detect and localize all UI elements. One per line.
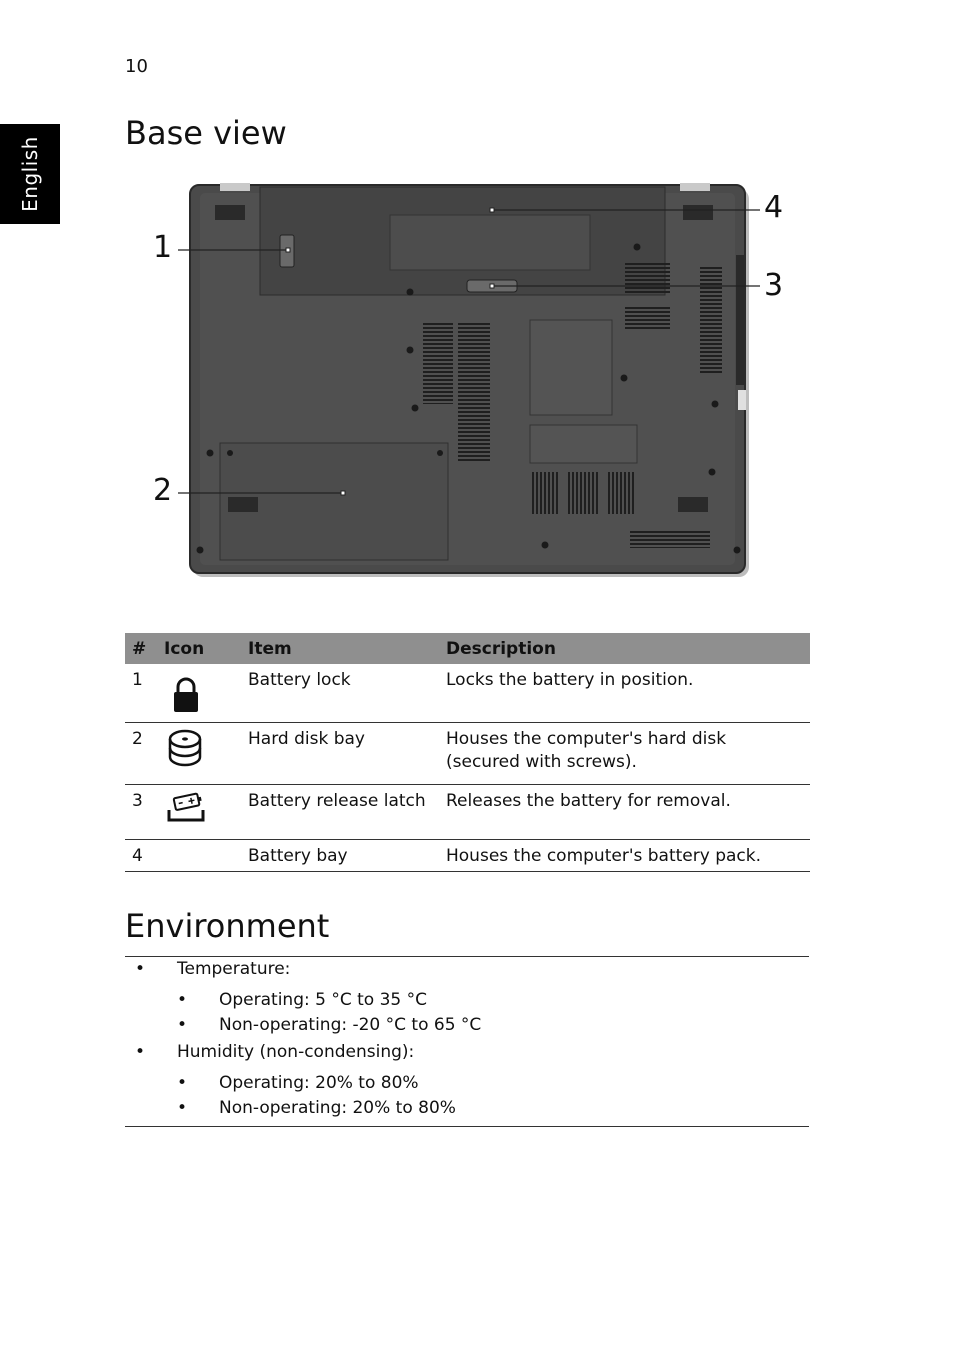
bullet-dot: • bbox=[177, 1073, 188, 1093]
row-icon-cell bbox=[157, 723, 241, 785]
row-item: Battery lock bbox=[241, 664, 439, 723]
row-icon-cell bbox=[157, 664, 241, 723]
humidity-non-operating: Non-operating: 20% to 80% bbox=[219, 1098, 456, 1118]
row-num: 3 bbox=[125, 785, 157, 840]
table-row bbox=[125, 723, 810, 785]
header-num: # bbox=[125, 633, 157, 664]
header-description: Description bbox=[439, 633, 810, 664]
bullet-dot: • bbox=[177, 990, 188, 1010]
bullet-dot: • bbox=[135, 1042, 146, 1062]
humidity-operating: Operating: 20% to 80% bbox=[219, 1073, 419, 1093]
humidity-label: Humidity (non-condensing): bbox=[177, 1042, 415, 1062]
table-row bbox=[125, 840, 810, 872]
callout-4: 4 bbox=[764, 190, 784, 225]
language-tab-label: English bbox=[18, 136, 42, 212]
laptop-base-illustration bbox=[140, 175, 820, 590]
parts-table bbox=[125, 633, 810, 872]
row-description: Houses the computer's battery pack. bbox=[439, 840, 810, 872]
header-item: Item bbox=[241, 633, 439, 664]
bullet-dot: • bbox=[135, 959, 146, 979]
page-number: 10 bbox=[125, 56, 148, 77]
table-row bbox=[125, 664, 810, 723]
table-row bbox=[125, 785, 810, 840]
environment-list bbox=[125, 956, 809, 1127]
padlock-icon bbox=[169, 675, 203, 715]
bullet-dot: • bbox=[177, 1015, 188, 1035]
callout-1: 1 bbox=[153, 230, 173, 265]
row-description: Locks the battery in position. bbox=[439, 664, 810, 723]
row-num: 4 bbox=[125, 840, 157, 872]
row-description: Releases the battery for removal. bbox=[439, 785, 810, 840]
row-item: Hard disk bay bbox=[241, 723, 439, 785]
row-icon-cell bbox=[157, 840, 241, 872]
row-description: Houses the computer's hard disk (secured with screws). bbox=[439, 723, 810, 785]
callout-3: 3 bbox=[764, 268, 784, 303]
hard-disk-icon bbox=[167, 728, 203, 768]
row-item: Battery bay bbox=[241, 840, 439, 872]
battery-release-icon bbox=[166, 792, 206, 826]
row-num: 2 bbox=[125, 723, 157, 785]
callout-2: 2 bbox=[153, 473, 173, 508]
language-tab bbox=[0, 124, 60, 224]
temperature-operating: Operating: 5 °C to 35 °C bbox=[219, 990, 427, 1010]
header-icon: Icon bbox=[157, 633, 241, 664]
temperature-non-operating: Non-operating: -20 °C to 65 °C bbox=[219, 1015, 482, 1035]
environment-title: Environment bbox=[125, 907, 330, 945]
temperature-label: Temperature: bbox=[177, 959, 291, 979]
table-header-row bbox=[125, 633, 810, 664]
row-item: Battery release latch bbox=[241, 785, 439, 840]
row-icon-cell bbox=[157, 785, 241, 840]
row-num: 1 bbox=[125, 664, 157, 723]
bullet-dot: • bbox=[177, 1098, 188, 1118]
base-view-title: Base view bbox=[125, 114, 287, 152]
